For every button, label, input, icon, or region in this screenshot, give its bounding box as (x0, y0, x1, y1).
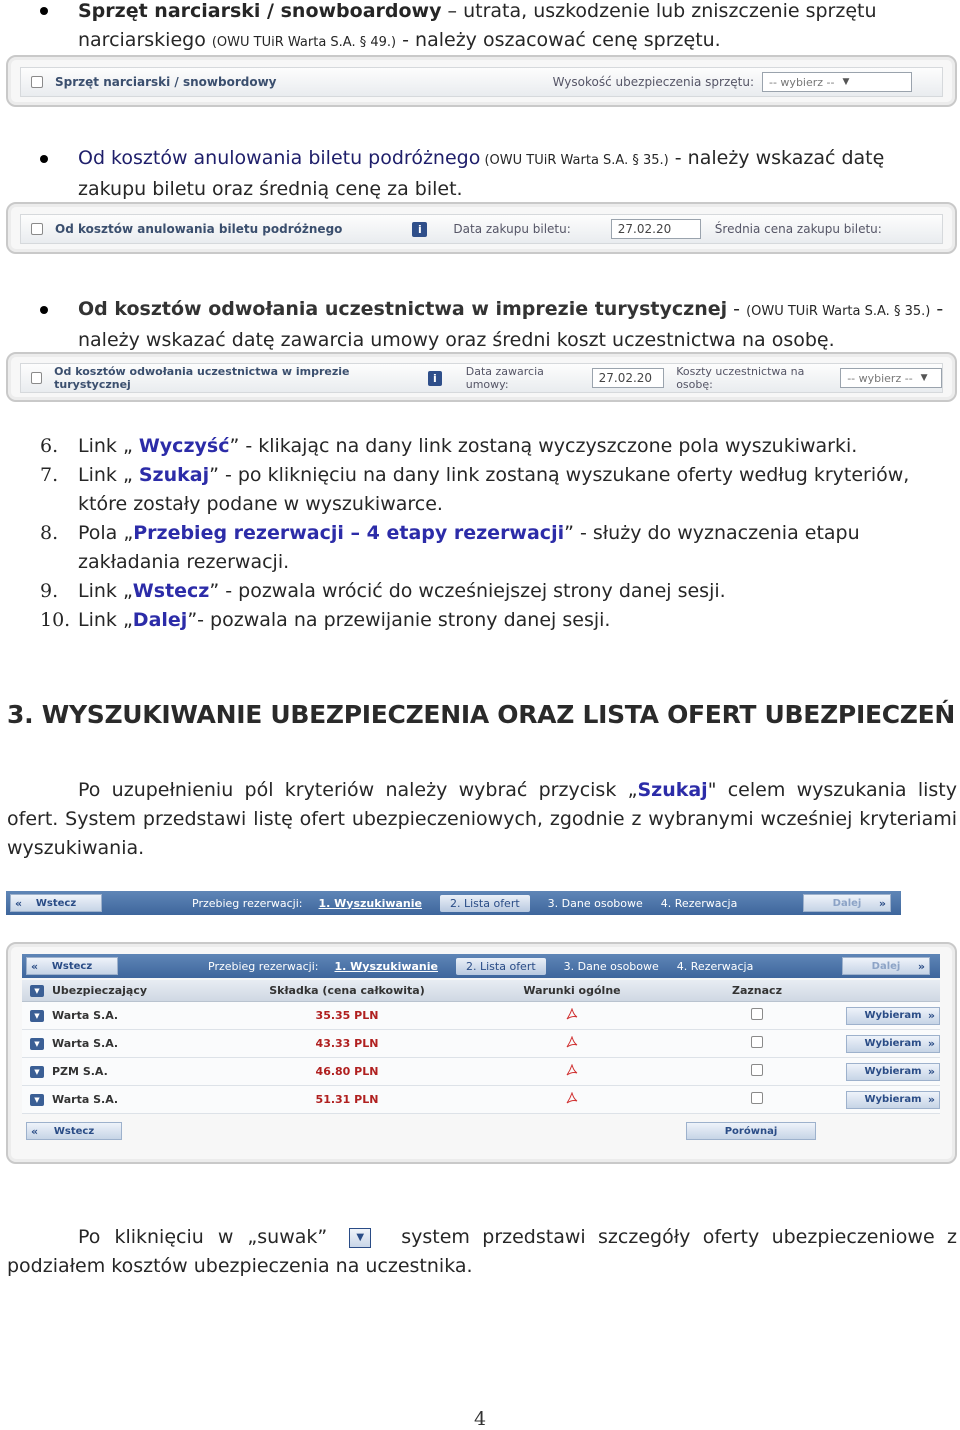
chevron-right-icon: » (927, 1065, 935, 1078)
form-row (20, 214, 943, 244)
contract-date-field[interactable] (592, 368, 665, 388)
screenshot-ski-equipment (6, 55, 957, 107)
cost-label: Koszty uczestnictwa na osobę: (676, 365, 805, 391)
select-checkbox[interactable] (751, 1092, 763, 1104)
paragraph-text: Po uzupełnieniu pól kryteriów należy wybrać przycisk „ (78, 779, 638, 801)
field-label: Wysokość ubezpieczenia sprzętu: (552, 75, 754, 89)
select-cell (682, 1064, 832, 1079)
column-header: Warunki ogólne (523, 984, 621, 997)
step-offer-list[interactable]: 2. Lista ofert (456, 958, 546, 975)
bullet-item-ski (78, 0, 958, 57)
table-row (22, 1002, 940, 1030)
step-reservation[interactable]: 4. Rezerwacja (676, 959, 754, 973)
back-button[interactable] (26, 1122, 122, 1140)
item-text: Pola „ (78, 522, 134, 544)
action-cell (832, 1091, 940, 1109)
paragraph-text: " celem wyszukania listy ofert. System przedstawi listę ofert ubezpieczeniowych, zgodnie z wybranymi wcześniej kryteriami wyszukiwania. (7, 779, 957, 859)
bullet-text: - należy wskazać datę zawarcia umowy oraz średni koszt uczestnictwa na osobę. (78, 298, 944, 351)
section-paragraph (7, 776, 957, 863)
item-text: ” - służy do wyznaczenia etapu zakładania rezerwacji. (78, 522, 860, 573)
premium-price: 51.31 PLN (315, 1093, 379, 1106)
insurer-name: Warta S.A. (52, 1093, 119, 1106)
chevron-left-icon: « (15, 896, 23, 910)
button-label: Wstecz (51, 960, 93, 972)
chevron-right-icon: » (927, 1093, 935, 1106)
section-heading: 3. WYSZUKIWANIE UBEZPIECZENIA ORAZ LISTA OFERT UBEZPIECZEŃ (7, 700, 955, 729)
link-wyczysc[interactable]: Wyczyść (138, 435, 230, 457)
item-text: ” - po kliknięciu na dany link zostaną wyszukane oferty według kryteriów, które zostały podane w wyszukiwarce. (78, 464, 910, 515)
bullet-title: Od kosztów odwołania uczestnictwa w imprezie turystycznej (78, 298, 728, 320)
owu-reference: (OWU TUiR Warta S.A. § 49.) (211, 35, 397, 50)
select-checkbox[interactable] (751, 1064, 763, 1076)
table-row (22, 1030, 940, 1058)
select-checkbox[interactable] (751, 1008, 763, 1020)
chevron-right-icon: » (927, 1037, 935, 1050)
item-text: Link „ (78, 609, 133, 631)
button-label: Porównaj (724, 1125, 778, 1137)
premium-price: 35.35 PLN (315, 1009, 379, 1022)
button-label: Wybieram (864, 1094, 922, 1105)
pdf-icon[interactable] (462, 1008, 682, 1024)
back-button[interactable] (26, 957, 118, 975)
item-text: ” - pozwala wrócić do wcześniejszej strony danej sesji. (209, 580, 726, 602)
chevron-down-icon: ▼ (842, 77, 850, 87)
screenshot-offers-list (6, 942, 957, 1164)
progress-label: Przebieg rezerwacji: (208, 959, 319, 973)
screenshot-trip-cancellation (6, 352, 957, 402)
chevron-right-icon: » (917, 959, 925, 973)
pdf-icon[interactable] (462, 1064, 682, 1080)
back-button[interactable] (10, 894, 102, 912)
checkbox[interactable] (31, 223, 43, 235)
column-header: Zaznacz (732, 984, 782, 997)
select-cell (682, 1036, 832, 1051)
purchase-date-field[interactable] (611, 219, 701, 239)
bullet-dot (40, 155, 48, 163)
checkbox[interactable] (31, 76, 43, 88)
info-icon[interactable]: i (428, 371, 442, 386)
button-label: Wybieram (864, 1066, 922, 1077)
table-row (22, 1058, 940, 1086)
form-row (20, 363, 943, 393)
chevron-right-icon: » (927, 1009, 935, 1022)
next-button[interactable] (803, 894, 891, 912)
list-item (40, 519, 958, 577)
expand-slider-icon[interactable]: ▼ (22, 1066, 52, 1078)
step-search[interactable]: 1. Wyszukiwanie (318, 896, 422, 910)
expand-slider-icon[interactable]: ▼ (22, 1038, 52, 1050)
button-label: Wybieram (864, 1010, 922, 1021)
bullet-title: Od kosztów anulowania biletu podróżnego (78, 147, 481, 169)
insurer-name: Warta S.A. (52, 1009, 119, 1022)
list-item (40, 432, 958, 461)
owu-reference: (OWU TUiR Warta S.A. § 35.) (480, 153, 669, 168)
paragraph-text: podziałem kosztów ubezpieczenia na uczestnika. (7, 1255, 473, 1277)
bullet-dot (40, 306, 48, 314)
item-number: 6. (40, 435, 59, 457)
link-dalej[interactable]: Dalej (132, 609, 188, 631)
link-wstecz[interactable]: Wstecz (132, 580, 210, 602)
checkbox[interactable] (31, 372, 42, 384)
closing-line (7, 1223, 957, 1252)
chevron-right-icon: » (878, 896, 886, 910)
expand-slider-icon[interactable]: ▼ (22, 1094, 52, 1106)
select-value: -- wybierz -- (769, 75, 835, 89)
page-number: 4 (473, 1408, 487, 1430)
equipment-value-select[interactable] (762, 72, 912, 92)
list-item (40, 461, 958, 519)
select-cell (682, 1008, 832, 1023)
select-checkbox[interactable] (751, 1036, 763, 1048)
chevron-left-icon: « (31, 959, 39, 973)
offers-table (22, 980, 940, 1148)
bullet-item-ticket (78, 144, 958, 204)
premium-price: 46.80 PLN (315, 1065, 379, 1078)
info-icon[interactable]: i (412, 222, 427, 237)
column-header: Ubezpieczający (52, 984, 148, 997)
owu-reference: (OWU TUiR Warta S.A. § 35.) (746, 304, 931, 319)
action-cell (832, 1035, 940, 1053)
select-cell (682, 1092, 832, 1107)
column-header: Składka (cena całkowita) (269, 984, 425, 997)
button-label: Wstecz (35, 897, 77, 909)
insurer-name: Warta S.A. (52, 1037, 119, 1050)
cost-select[interactable] (840, 368, 942, 388)
choose-button[interactable] (846, 1091, 940, 1109)
date-value: 27.02.20 (598, 371, 653, 385)
date-label: Data zakupu biletu: (453, 222, 571, 236)
bullet-text: - należy wskazać datę zakupu biletu oraz średnią cenę za bilet. (78, 147, 885, 200)
pdf-icon[interactable] (462, 1036, 682, 1052)
link-przebieg-rezerwacji[interactable]: Przebieg rezerwacji – 4 etapy rezerwacji (133, 522, 565, 544)
step-offer-list[interactable]: 2. Lista ofert (440, 895, 530, 912)
price-label: Średnia cena zakupu biletu: (714, 222, 882, 236)
link-szukaj[interactable]: Szukaj (138, 464, 210, 486)
progress-label: Przebieg rezerwacji: (192, 896, 303, 910)
action-cell (832, 1007, 940, 1025)
compare-button[interactable] (686, 1122, 816, 1140)
action-cell (832, 1063, 940, 1081)
item-text: ”- pozwala na przewijanie strony danej sesji. (187, 609, 611, 631)
checkbox-label: Sprzęt narciarski / snowbordowy (55, 75, 277, 89)
pdf-icon[interactable] (462, 1092, 682, 1108)
paragraph-text: Po kliknięciu w „suwak” (78, 1226, 328, 1248)
table-row (22, 1086, 940, 1114)
reservation-nav-bar (22, 954, 940, 978)
screenshot-ticket-cancellation (6, 202, 957, 254)
step-search[interactable]: 1. Wyszukiwanie (334, 959, 438, 973)
premium-price: 43.33 PLN (315, 1037, 379, 1050)
item-text: ” - klikając na dany link zostaną wyczyszczone pola wyszukiwarki. (229, 435, 858, 457)
bullet-title: Sprzęt narciarski / snowboardowy (78, 0, 442, 22)
step-personal-data[interactable]: 3. Dane osobowe (547, 896, 643, 910)
table-header (22, 980, 940, 1002)
reservation-nav-bar (6, 891, 901, 915)
form-row (20, 67, 943, 97)
step-personal-data[interactable]: 3. Dane osobowe (563, 959, 659, 973)
chevron-left-icon: « (31, 1124, 39, 1138)
bullet-text: – utrata, uszkodzenie lub zniszczenie sprzętu narciarskiego (78, 0, 877, 51)
slider-icon: ▼ (349, 1228, 371, 1248)
expand-all-icon[interactable]: ▼ (22, 985, 52, 997)
closing-paragraph (7, 1223, 957, 1281)
date-label: Data zawarcia umowy: (465, 365, 544, 391)
item-number: 7. (40, 464, 59, 486)
step-reservation[interactable]: 4. Rezerwacja (660, 896, 738, 910)
paragraph-text: system przedstawi szczegóły oferty ubezpieczeniowe z (401, 1226, 957, 1248)
select-value: -- wybierz -- (847, 371, 913, 385)
expand-slider-icon[interactable]: ▼ (22, 1010, 52, 1022)
item-text: Link „ (78, 580, 133, 602)
bullet-text: - (727, 298, 747, 320)
choose-button[interactable] (846, 1007, 940, 1025)
button-label: Dalej (871, 960, 901, 972)
item-number: 9. (40, 580, 59, 602)
button-label: Dalej (832, 897, 862, 909)
choose-button[interactable] (846, 1063, 940, 1081)
date-value: 27.02.20 (617, 222, 672, 236)
item-number: 8. (40, 522, 59, 544)
next-button[interactable] (842, 957, 930, 975)
table-footer (22, 1114, 940, 1148)
item-text: Link „ (78, 435, 139, 457)
bullet-item-trip (78, 295, 958, 355)
item-number: 10. (40, 609, 71, 631)
checkbox-label: Od kosztów odwołania uczestnictwa w imprezie turystycznej (54, 365, 350, 391)
bullet-dot (40, 7, 48, 15)
checkbox-label: Od kosztów anulowania biletu podróżnego (55, 222, 343, 236)
chevron-down-icon: ▼ (920, 373, 928, 383)
list-item (40, 577, 958, 606)
list-item (40, 606, 958, 635)
button-label: Wstecz (53, 1125, 95, 1137)
choose-button[interactable] (846, 1035, 940, 1053)
item-text: Link „ (78, 464, 139, 486)
bullet-text: - należy oszacować cenę sprzętu. (396, 29, 721, 51)
insurer-name: PZM S.A. (52, 1065, 108, 1078)
link-szukaj[interactable]: Szukaj (637, 779, 708, 801)
button-label: Wybieram (864, 1038, 922, 1049)
